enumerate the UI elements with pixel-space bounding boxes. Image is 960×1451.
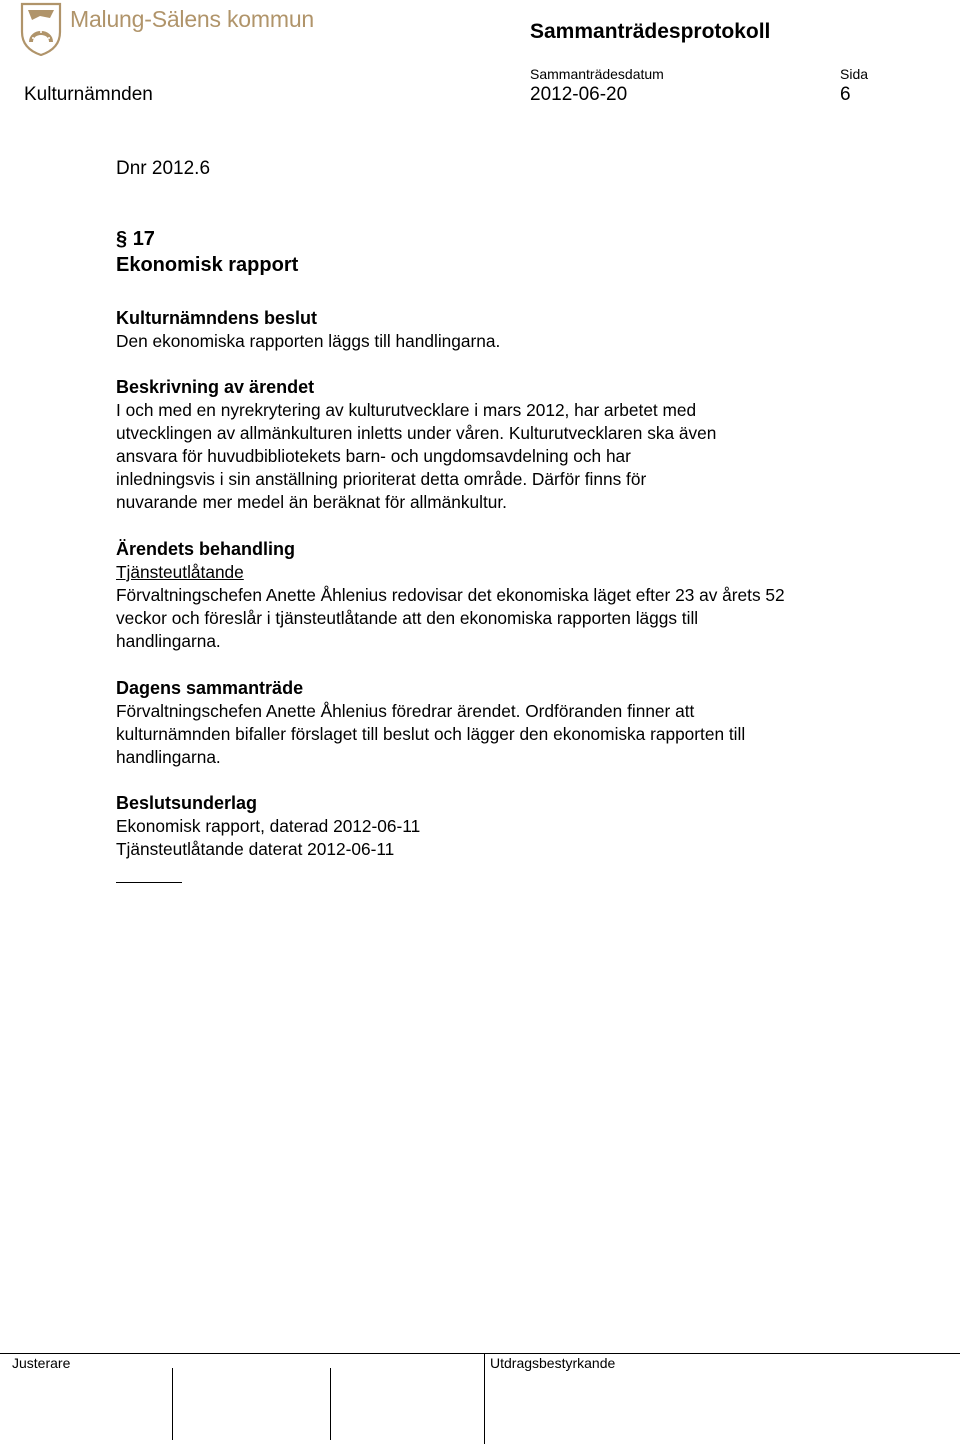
decision-heading: Kulturnämndens beslut — [116, 308, 318, 328]
description-line: utvecklingen av allmänkulturen inletts under våren. Kulturutvecklaren ska även — [116, 423, 717, 443]
description-line: nuvarande mer medel än beräknat för allmänkultur. — [116, 492, 507, 512]
certifier-label: Utdragsbestyrkande — [490, 1355, 616, 1371]
committee-name: Kulturnämnden — [24, 84, 153, 105]
description-heading: Beskrivning av ärendet — [116, 377, 315, 397]
handling-line: veckor och föreslår i tjänsteutlåtande att den ekonomiska rapporten läggs till — [116, 608, 699, 628]
basis-line: Ekonomisk rapport, daterad 2012-06-11 — [116, 816, 421, 836]
basis-line: Tjänsteutlåtande daterat 2012-06-11 — [116, 839, 395, 859]
footer-divider — [484, 1354, 485, 1444]
basis-heading: Beslutsunderlag — [116, 793, 258, 813]
handling-line: handlingarna. — [116, 631, 221, 651]
municipality-crest-logo — [20, 2, 62, 56]
case-title: Ekonomisk rapport — [116, 254, 299, 276]
date-label: Sammanträdesdatum — [530, 66, 664, 82]
organization-name: Malung-Sälens kommun — [70, 6, 315, 32]
description-line: I och med en nyrekrytering av kulturutvecklare i mars 2012, har arbetet med — [116, 400, 697, 420]
section-number: 17 — [132, 228, 155, 250]
handling-heading: Ärendets behandling — [116, 539, 296, 559]
description-line: inledningsvis i sin anställning prioriterat detta område. Därför finns för — [116, 469, 647, 489]
footer-rule — [0, 1353, 960, 1354]
description-section — [116, 376, 916, 514]
decision-text: Den ekonomiska rapporten läggs till handlingarna. — [116, 331, 501, 351]
description-line: ansvara för huvudbibliotekets barn- och ungdomsavdelning och har — [116, 446, 631, 466]
signature-divider — [330, 1368, 331, 1440]
section-heading — [116, 228, 155, 251]
decision-section — [116, 307, 916, 353]
end-of-section-rule — [116, 882, 182, 883]
section-symbol: § — [116, 228, 128, 250]
handling-line: Förvaltningschefen Anette Åhlenius redovisar det ekonomiska läget efter 23 av årets 52 — [116, 585, 785, 605]
page-number: 6 — [840, 84, 851, 105]
meeting-line: handlingarna. — [116, 747, 221, 767]
basis-section — [116, 792, 916, 861]
handling-subheading: Tjänsteutlåtande — [116, 562, 244, 582]
meeting-date: 2012-06-20 — [530, 84, 628, 105]
meeting-section — [116, 677, 916, 769]
signature-divider — [172, 1368, 173, 1440]
meeting-heading: Dagens sammanträde — [116, 678, 304, 698]
page-label: Sida — [840, 66, 869, 82]
handling-section — [116, 538, 916, 653]
meeting-line: kulturnämnden bifaller förslaget till beslut och lägger den ekonomiska rapporten till — [116, 724, 746, 744]
document-type: Sammanträdesprotokoll — [530, 20, 771, 43]
adjusters-label: Justerare — [12, 1355, 71, 1371]
case-number: Dnr 2012.6 — [116, 158, 211, 179]
meeting-line: Förvaltningschefen Anette Åhlenius föredrar ärendet. Ordföranden finner att — [116, 701, 695, 721]
